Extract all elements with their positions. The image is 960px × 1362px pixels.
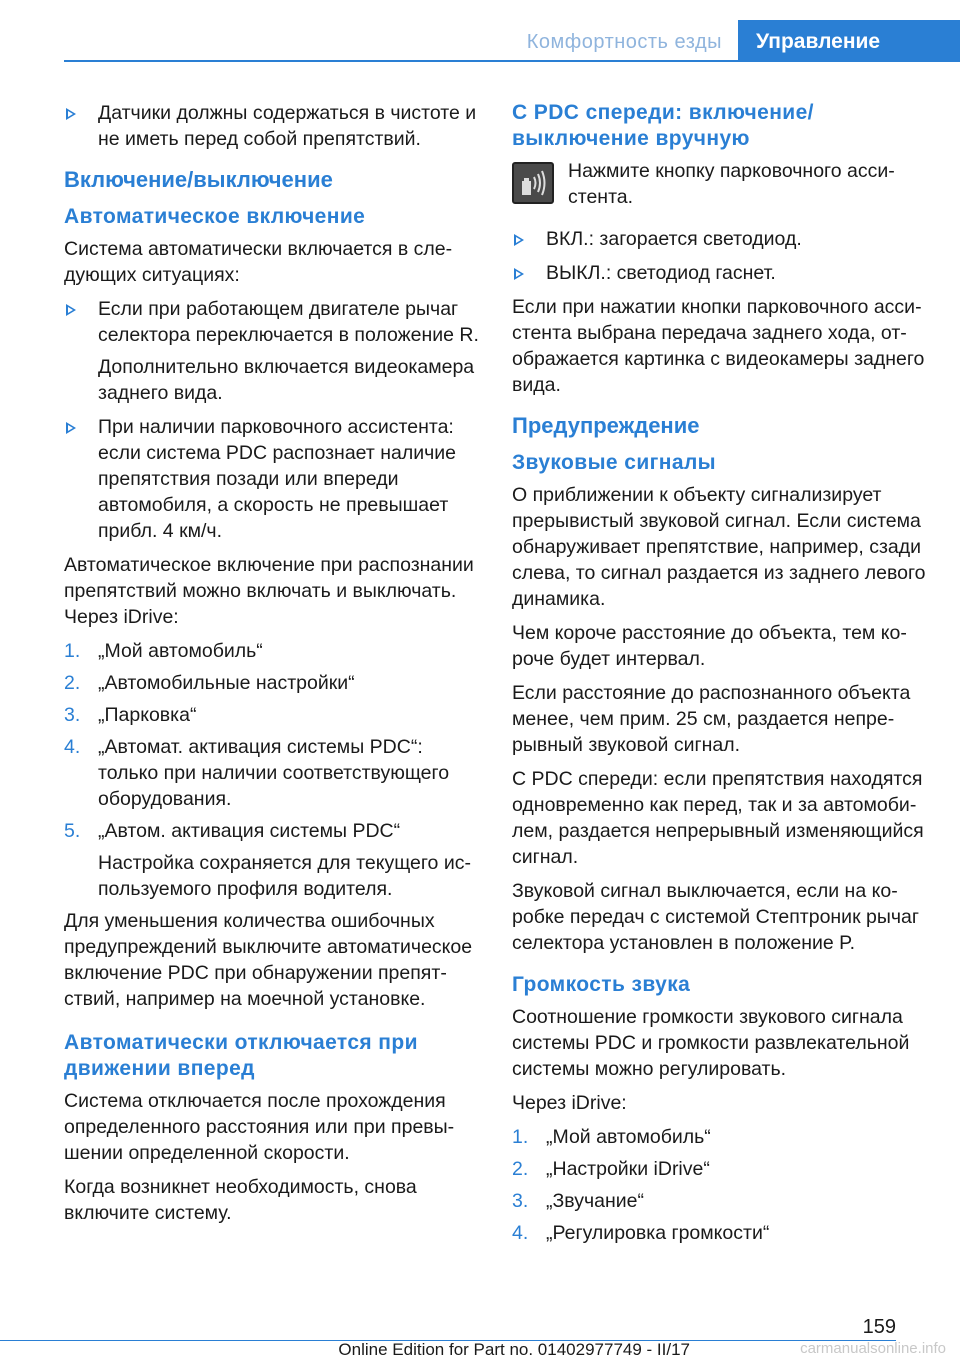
sound-paragraph-1: О приближении к объекту сигнализирует прерывистый звуковой сигнал. Если система обнаруживает препятствие, например, сзади слева, то сигнал раздается из заднего левого динамика. (512, 484, 926, 610)
bullet-item (64, 100, 482, 152)
list-text: „Автом. активация системы PDC“ (98, 820, 401, 842)
list-number: 4. (512, 1222, 529, 1244)
heading-volume: Громкость звука (512, 973, 691, 996)
triangle-bullet-icon (66, 108, 76, 120)
list-number: 5. (64, 820, 81, 842)
list-number: 1. (64, 640, 81, 662)
bullet-text: Если при работающем двигателе рычаг селектора переключается в положение R. (98, 298, 479, 346)
triangle-bullet-icon (514, 268, 524, 280)
triangle-bullet-icon (514, 234, 524, 246)
list-text: „Автомат. активация системы PDC“: только при наличии соответствующего оборудования. (98, 736, 450, 810)
list-text: Настройка сохраняется для текущего используемого профиля водителя. (98, 852, 471, 900)
list-item (64, 702, 482, 728)
auto-off-text: Система отключается после прохождения определенного расстояния или при превышении определенной скорости. (64, 1090, 455, 1164)
auto-off-text-2: Когда возникнет необходимость, снова включите систему. (64, 1176, 417, 1224)
page-number: 159 (862, 1316, 896, 1338)
list-text: „Мой автомобиль“ (546, 1126, 711, 1148)
list-item (512, 1156, 930, 1182)
header-chapter-tab: Управление (738, 20, 960, 62)
list-number: 2. (64, 672, 81, 694)
list-number: 3. (64, 704, 81, 726)
bullet-item (512, 226, 930, 252)
list-item (512, 1124, 930, 1150)
edition-label: Online Edition for Part no. 01402977749 - II/17 (338, 1340, 690, 1359)
list-text: „Настройки iDrive“ (546, 1158, 710, 1180)
auto-on-paragraph: Автоматическое включение при распознании препятствий можно включать и выключать. Через iDrive: (64, 554, 474, 628)
bullet-text: ВКЛ.: загорается светодиод. (546, 228, 802, 250)
list-item (512, 1188, 930, 1214)
press-button-text: Нажмите кнопку парковочного ассистента. (568, 160, 895, 208)
sound-paragraph-4: С PDC спереди: если препятствия находятся одновременно как перед, так и за автомобилем, раздается непрерывный изменяющийся сигнал. (512, 768, 924, 868)
heading-auto-off: Автоматически отключается при движении вперед (64, 1031, 418, 1080)
volume-text: Соотношение громкости звукового сигнала системы PDC и громкости развлекательной системы можно регулировать. (512, 1006, 910, 1080)
pdc-button-row (512, 158, 930, 210)
reduce-paragraph: Для уменьшения количества ошибочных предупреждений выключите автоматическое включение PDC при обнаружении препятствий, например на моечной установке. (64, 910, 473, 1010)
list-text: „Парковка“ (98, 704, 197, 726)
header-section-title: Комфортность езды (526, 31, 722, 53)
sound-paragraph-2: Чем короче расстояние до объекта, тем короче будет интервал. (512, 622, 907, 670)
sound-paragraph-3: Если расстояние до распознанного объекта менее, чем прим. 25 см, раздается непрерывный звуковой сигнал. (512, 682, 911, 756)
list-item (64, 670, 482, 696)
heading-warning: Предупреждение (512, 413, 700, 438)
left-column (64, 100, 482, 1234)
list-text: „Звучание“ (546, 1190, 644, 1212)
list-number: 1. (512, 1126, 529, 1148)
triangle-bullet-icon (66, 304, 76, 316)
heading-sound-signals: Звуковые сигналы (512, 451, 717, 474)
list-text: „Регулировка громкости“ (546, 1222, 770, 1244)
list-item (64, 818, 482, 902)
heading-pdc-front: С PDC спереди: включение/выключение вручную (512, 101, 814, 150)
via-idrive-text: Через iDrive: (512, 1092, 627, 1114)
auto-on-text: Система автоматически включается в следующих ситуациях: (64, 238, 453, 286)
right-column (512, 100, 930, 1252)
rear-camera-paragraph: Если при нажатии кнопки парковочного ассистента выбрана передача заднего хода, отображается картинка с видеокамеры заднего вида. (512, 296, 925, 396)
heading-on-off: Включение/выключение (64, 167, 333, 192)
list-item (512, 1220, 930, 1246)
list-number: 3. (512, 1190, 529, 1212)
list-item (64, 734, 482, 812)
bullet-item (512, 260, 930, 286)
pdc-button-icon (512, 162, 554, 204)
heading-auto-on: Автоматическое включение (64, 205, 366, 228)
bullet-text: Дополнительно включается видеокамера заднего вида. (98, 356, 475, 404)
list-item (64, 638, 482, 664)
bullet-item (64, 296, 482, 406)
list-number: 2. (512, 1158, 529, 1180)
list-text: „Автомобильные настройки“ (98, 672, 355, 694)
bullet-item (64, 414, 482, 544)
bullet-text: При наличии парковочного ассистента: если система PDC распознает наличие препятствия позади или впереди автомобиля, а скорость не превышает прибл. 4 км/ч. (98, 416, 456, 542)
bullet-text: ВЫКЛ.: светодиод гаснет. (546, 262, 776, 284)
list-number: 4. (64, 736, 81, 758)
list-text: „Мой автомобиль“ (98, 640, 263, 662)
bullet-text: Датчики должны содержаться в чистоте и не иметь перед собой препятствий. (98, 102, 477, 150)
sound-paragraph-5: Звуковой сигнал выключается, если на коробке передач с системой Стептроник рычаг селектора установлен в положение P. (512, 880, 919, 954)
watermark: carmanualsonline.info (800, 1340, 946, 1357)
triangle-bullet-icon (66, 422, 76, 434)
